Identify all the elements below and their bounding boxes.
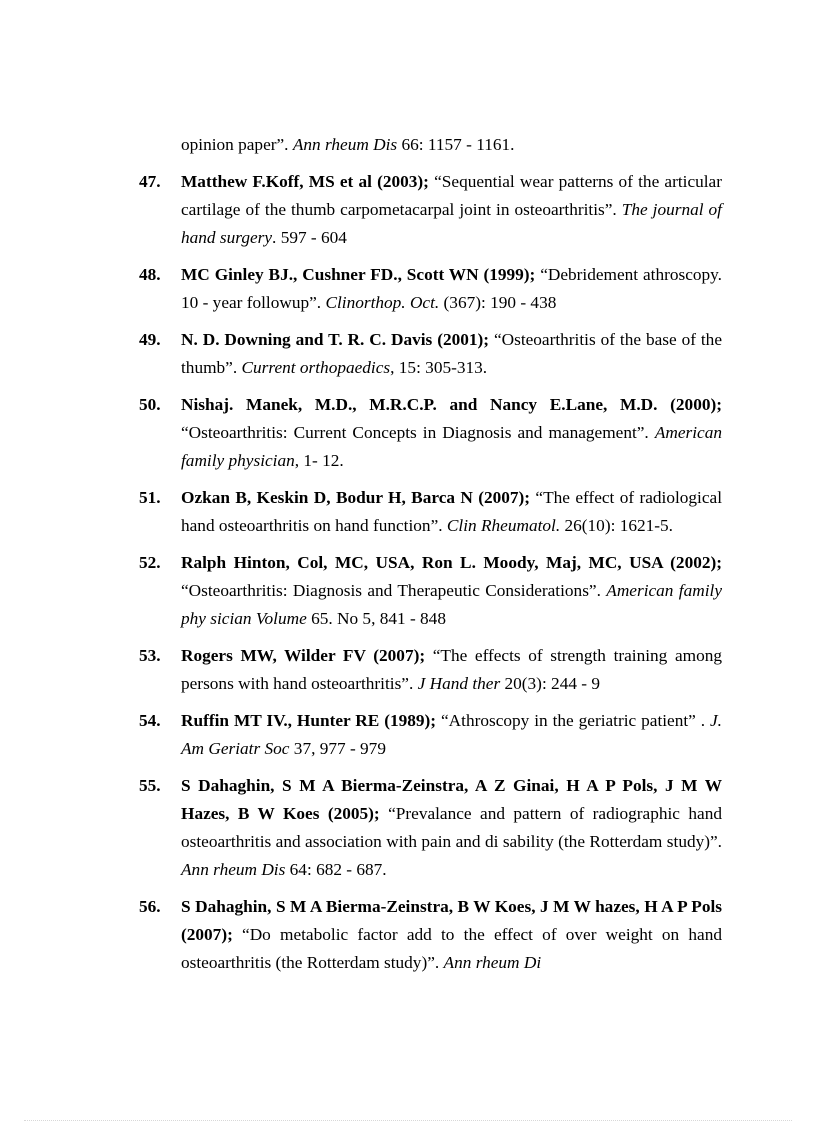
- reference-tail: 65. No 5, 841 - 848: [306, 609, 446, 628]
- reference-item-56: [139, 893, 722, 977]
- reference-item-49: [139, 326, 722, 382]
- reference-title: “Prevalance and pattern of radiographic hand osteoarthritis and association with pain and di sability (the Rotterdam study)”.: [181, 804, 722, 851]
- reference-item-53: [139, 642, 722, 698]
- reference-journal: American family physician: [181, 423, 722, 470]
- reference-title: “Osteoarthritis: Current Concepts in Diagnosis and management”.: [181, 423, 655, 442]
- reference-number: 53.: [139, 646, 161, 665]
- reference-authors: Ralph Hinton, Col, MC, USA, Ron L. Moody, Maj, MC, USA (2002);: [181, 553, 722, 572]
- reference-number: 56.: [139, 897, 161, 916]
- reference-journal: American family phy sician Volume: [181, 581, 722, 628]
- reference-title: “Debridement athroscopy. 10 - year followup”.: [181, 265, 722, 312]
- reference-number: 52.: [139, 553, 161, 572]
- reference-tail: , 1- 12.: [294, 451, 344, 470]
- reference-journal: J. Am Geriatr Soc: [181, 711, 722, 758]
- reference-item-47: [139, 168, 722, 252]
- reference-number: 50.: [139, 395, 161, 414]
- reference-tail: (367): 190 - 438: [439, 293, 557, 312]
- reference-authors: Ozkan B, Keskin D, Bodur H, Barca N (2007);: [181, 488, 531, 507]
- reference-journal: Ann rheum Dis: [181, 860, 286, 879]
- reference-tail: 20(3): 244 - 9: [500, 674, 601, 693]
- reference-authors: S Dahaghin, S M A Bierma-Zeinstra, A Z Ginai, H A P Pols, J M W Hazes, B W Koes (2005);: [181, 776, 722, 823]
- reference-journal: Ann rheum Di: [443, 953, 542, 972]
- reference-journal: Clin Rheumatol.: [446, 516, 561, 535]
- reference-authors: Matthew F.Koff, MS et al (2003);: [181, 172, 429, 191]
- reference-title: “Athroscopy in the geriatric patient” .: [436, 711, 710, 730]
- reference-tail: , 15: 305-313.: [390, 358, 488, 377]
- reference-item-50: [139, 391, 722, 475]
- reference-number: 49.: [139, 330, 161, 349]
- reference-authors: N. D. Downing and T. R. C. Davis (2001);: [181, 330, 490, 349]
- reference-title: “The effects of strength training among persons with hand osteoarthritis”.: [181, 646, 722, 693]
- reference-item-52: [139, 549, 722, 633]
- reference-title: “Do metabolic factor add to the effect of over weight on hand osteoarthritis (the Rotterdam study)”.: [181, 925, 722, 972]
- reference-journal: Current orthopaedics: [241, 358, 391, 377]
- continuation-text: opinion paper”.: [181, 135, 293, 154]
- reference-number: 55.: [139, 776, 161, 795]
- continuation-journal: Ann rheum Dis: [292, 135, 398, 154]
- reference-tail: 64: 682 - 687.: [285, 860, 387, 879]
- reference-tail: 26(10): 1621-5.: [560, 516, 673, 535]
- reference-item-55: [139, 772, 722, 884]
- reference-authors: MC Ginley BJ., Cushner FD., Scott WN (1999);: [181, 265, 536, 284]
- reference-title: “Osteoarthritis: Diagnosis and Therapeutic Considerations”.: [181, 581, 607, 600]
- reference-journal: Clinorthop. Oct.: [325, 293, 440, 312]
- reference-authors: Rogers MW, Wilder FV (2007);: [181, 646, 426, 665]
- reference-tail: 37, 977 - 979: [289, 739, 386, 758]
- reference-number: 54.: [139, 711, 161, 730]
- reference-title: “The effect of radiological hand osteoarthritis on hand function”.: [181, 488, 722, 535]
- continuation-tail: 66: 1157 - 1161.: [397, 135, 515, 154]
- reference-journal: The journal of hand surgery: [181, 200, 722, 247]
- reference-item-48: [139, 261, 722, 317]
- reference-title: “Sequential wear patterns of the articular cartilage of the thumb carpometacarpal joint in osteoarthritis”.: [181, 172, 722, 219]
- reference-continuation: [181, 131, 722, 159]
- reference-authors: Nishaj. Manek, M.D., M.R.C.P. and Nancy E.Lane, M.D. (2000);: [181, 395, 722, 414]
- reference-item-51: [139, 484, 722, 540]
- reference-tail: . 597 - 604: [272, 228, 347, 247]
- reference-journal: J Hand ther: [417, 674, 501, 693]
- reference-number: 47.: [139, 172, 161, 191]
- reference-list: [139, 168, 722, 986]
- reference-authors: Ruffin MT IV., Hunter RE (1989);: [181, 711, 437, 730]
- reference-authors: S Dahaghin, S M A Bierma-Zeinstra, B W Koes, J M W hazes, H A P Pols (2007);: [181, 897, 722, 944]
- reference-title: “Osteoarthritis of the base of the thumb”.: [181, 330, 722, 377]
- page-bottom-divider: [24, 1120, 792, 1121]
- reference-number: 48.: [139, 265, 161, 284]
- reference-item-54: [139, 707, 722, 763]
- reference-number: 51.: [139, 488, 161, 507]
